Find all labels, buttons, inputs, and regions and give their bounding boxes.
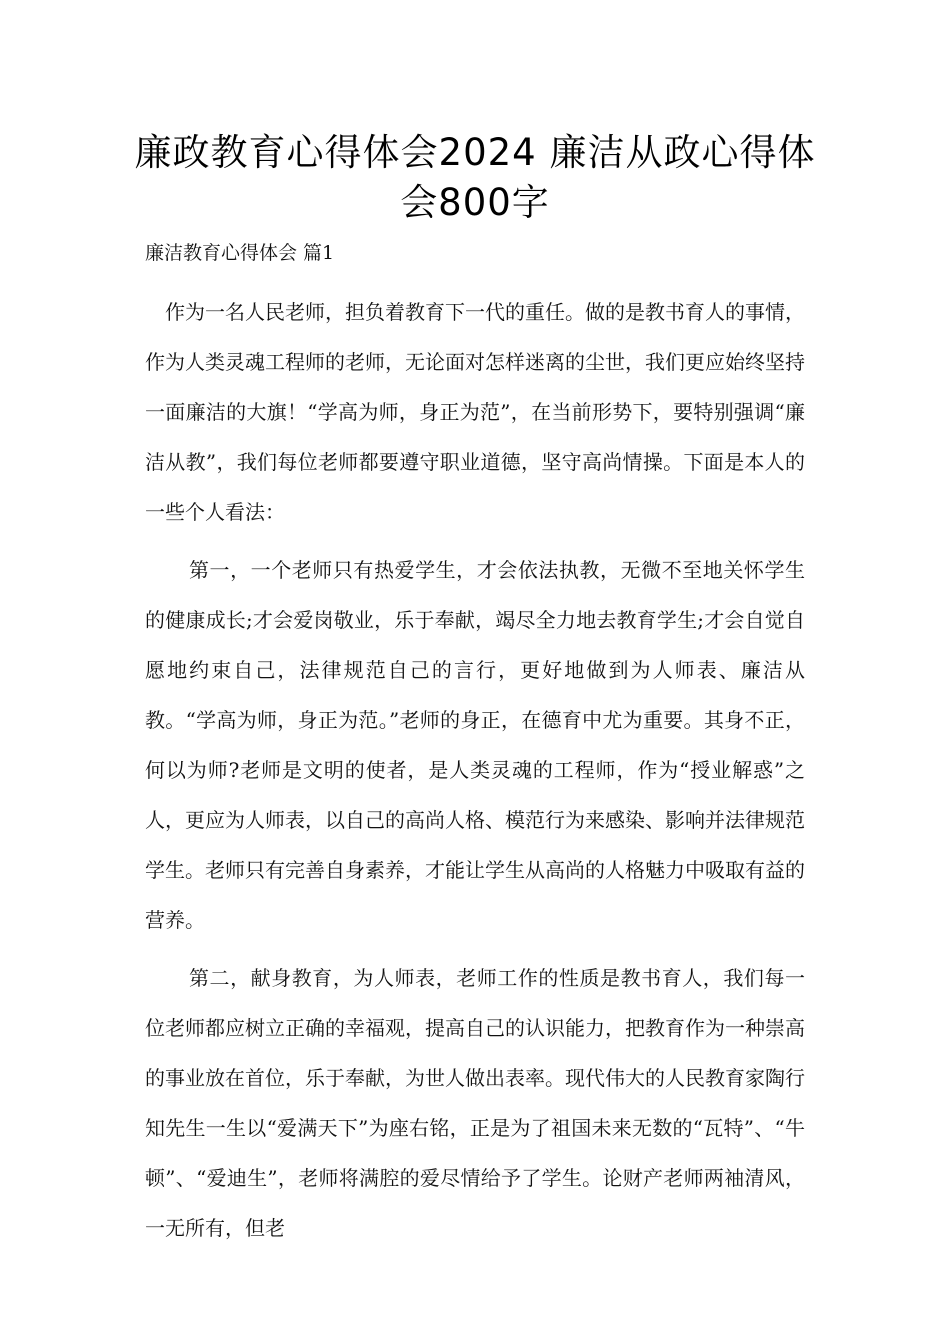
paragraph-3: 第二，献身教育，为人师表，老师工作的性质是教书育人，我们每一位老师都应树立正确的幸福观，提高自己的认识能力，把教育作为一种崇高的事业放在首位，乐于奉献，为世人做出表率。现代伟大的人民教育家陶行知先生一生以“爱满天下”为座右铭，正是为了祖国未来无数的“瓦特”、“牛顿”、“爱迪生”，老师将满腔的爱尽情给予了学生。论财产老师两袖清风，一无所有，但老 [145,966,805,1240]
section-heading: 廉洁教育心得体会 篇1 [145,242,335,264]
paragraph-2: 第一，一个老师只有热爱学生，才会依法执教，无微不至地关怀学生的健康成长;才会爱岗敬业，乐于奉献，竭尽全力地去教育学生;才会自觉自愿地约束自己，法律规范自己的言行，更好地做到为人师表、廉洁从教。“学高为师，身正为范。”老师的身正，在德育中尤为重要。其身不正，何以为师?老师是文明的使者，是人类灵魂的工程师，作为“授业解惑”之人，更应为人师表，以自己的高尚人格、模范行为来感染、影响并法律规范学生。老师只有完善自身素养，才能让学生从高尚的人格魅力中吸取有益的营养。 [145,558,805,932]
paragraph-1: 作为一名人民老师，担负着教育下一代的重任。做的是教书育人的事情，作为人类灵魂工程师的老师，无论面对怎样迷离的尘世，我们更应始终坚持一面廉洁的大旗！“学高为师，身正为范”，在当前形势下，要特别强调“廉洁从教”，我们每位老师都要遵守职业道德，坚守高尚情操。下面是本人的一些个人看法： [145,300,805,524]
document-body [145,287,805,1253]
document-title: 廉政教育心得体会2024 廉洁从政心得体会800字 [134,131,816,224]
